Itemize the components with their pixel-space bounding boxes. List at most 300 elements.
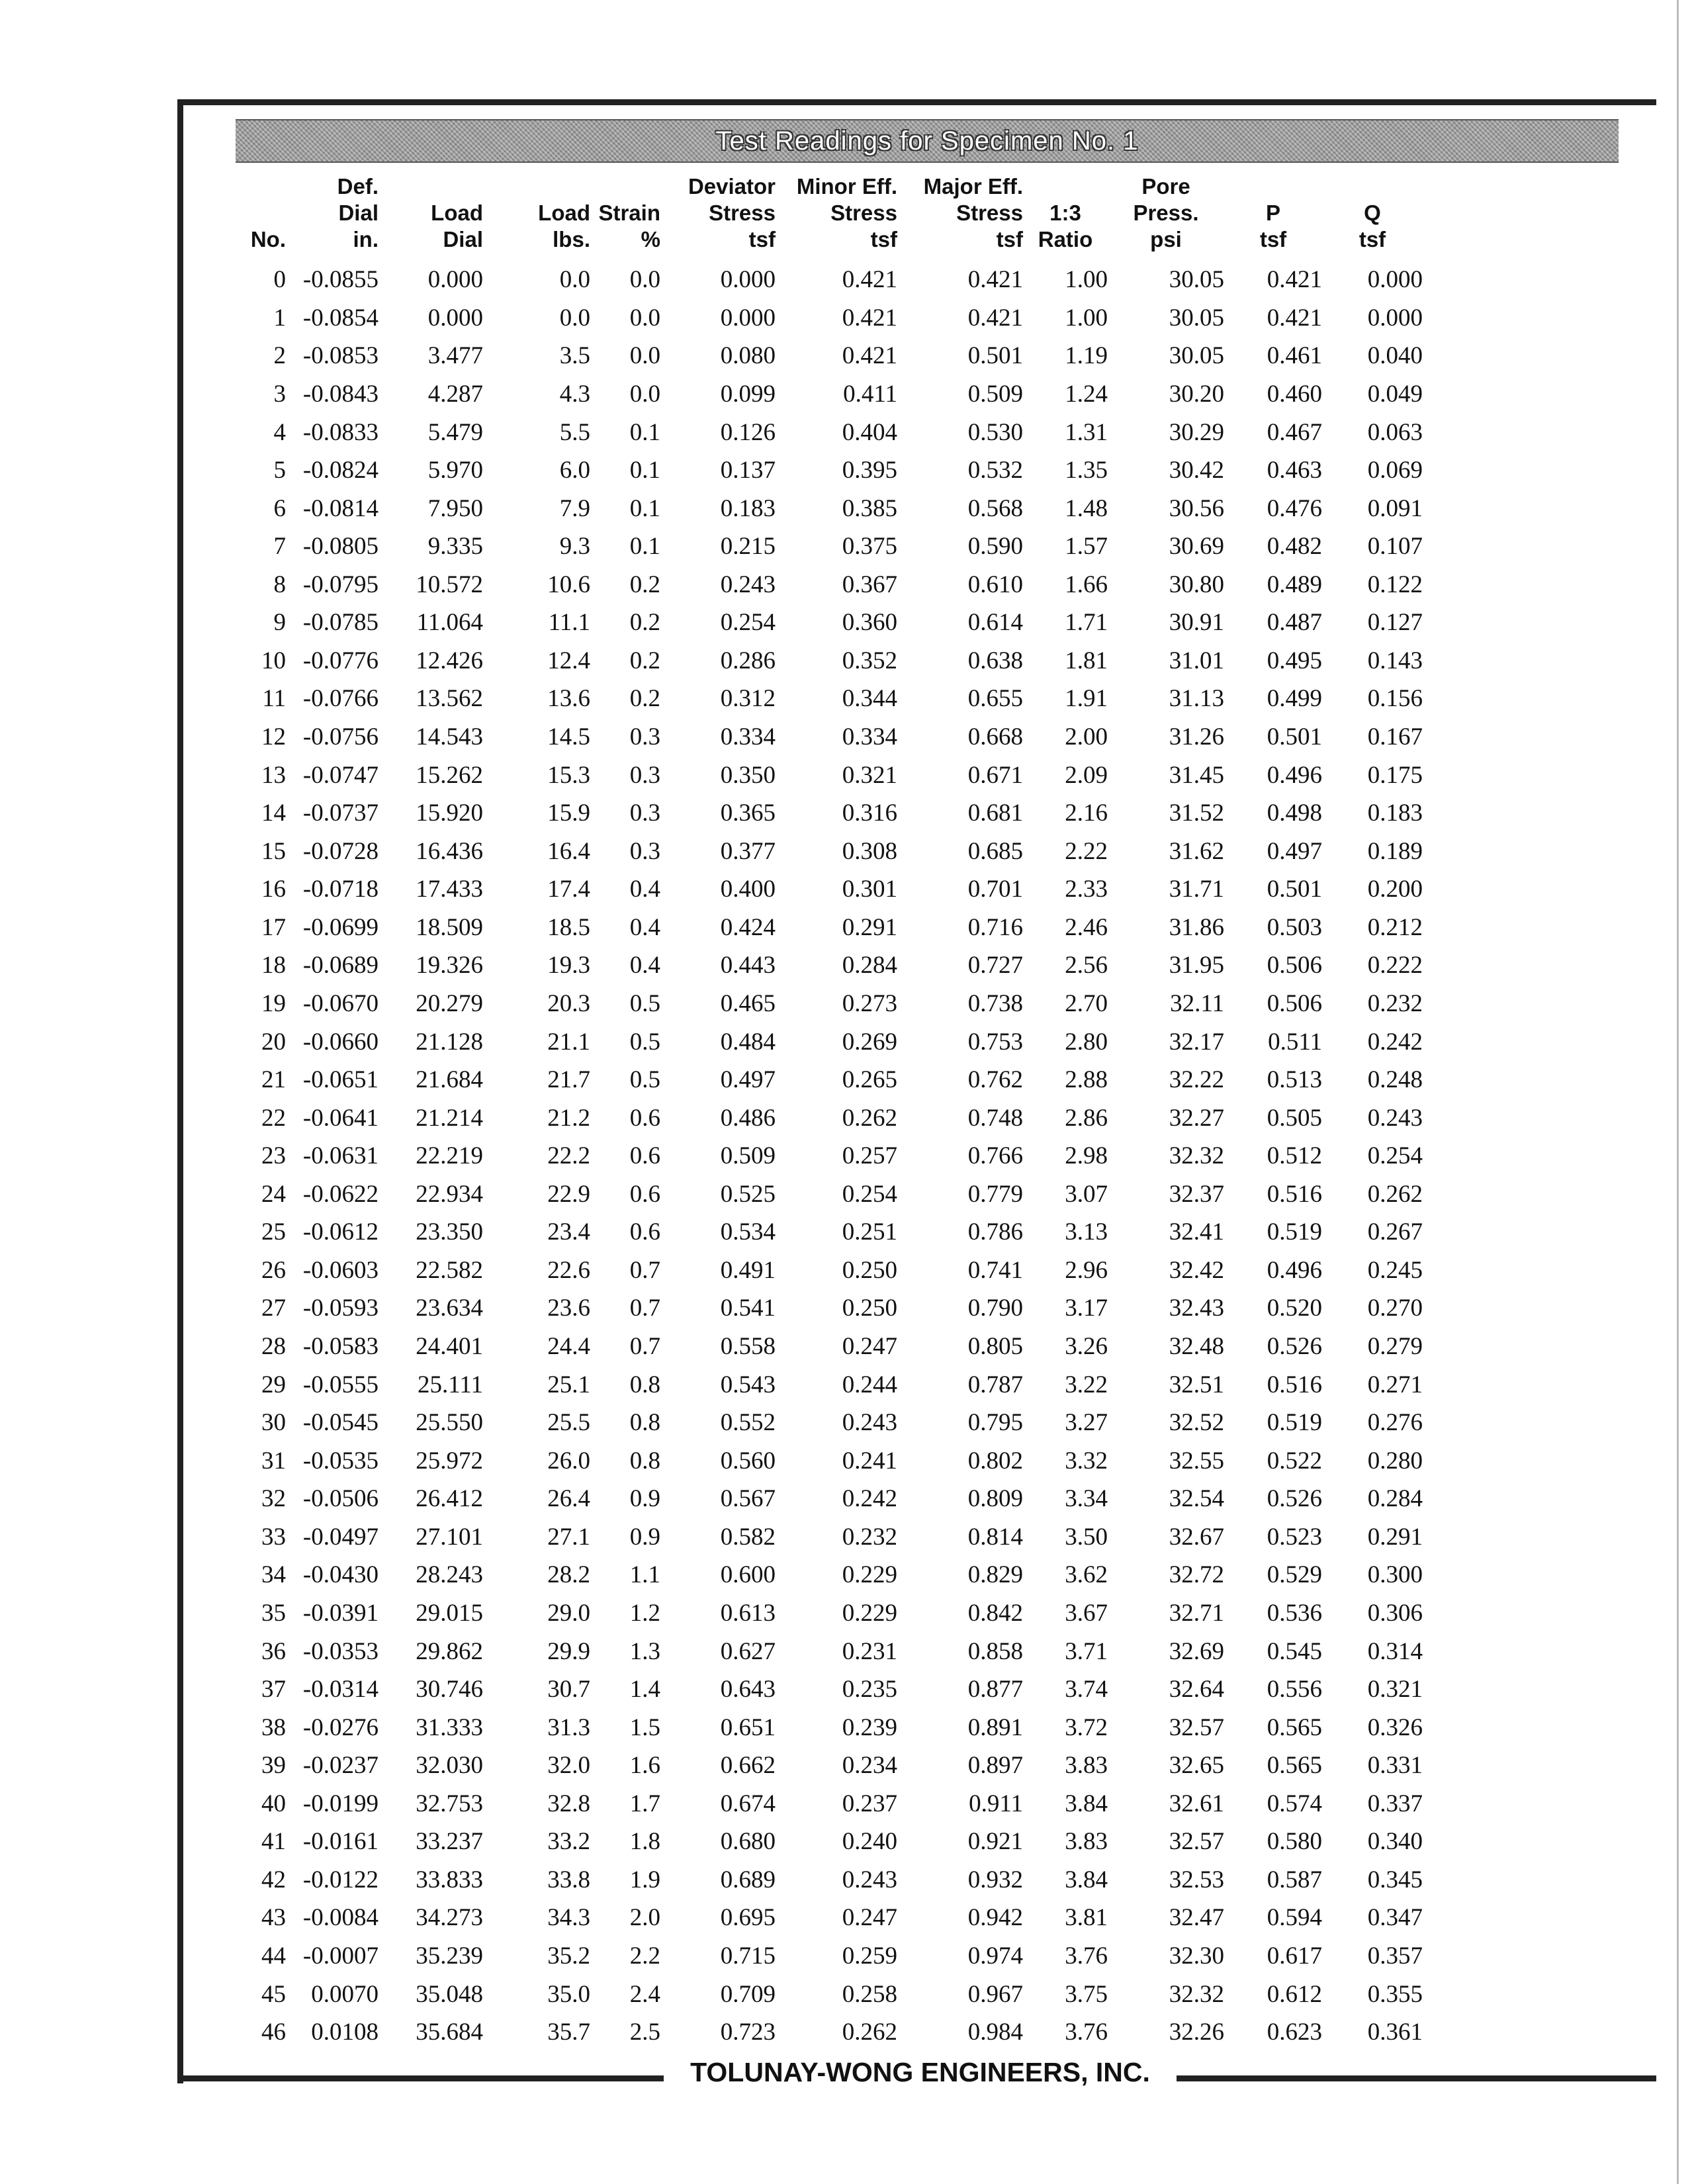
table-cell: 32.57	[1169, 1828, 1224, 1856]
table-cell: 33.833	[416, 1866, 483, 1893]
table-cell: 0.766	[967, 1142, 1023, 1170]
table-cell: 23.634	[416, 1295, 483, 1322]
table-cell: 1.48	[1065, 494, 1108, 522]
table-row	[233, 375, 1423, 414]
table-cell: 0.567	[720, 1485, 776, 1513]
table-cell: 3.83	[1065, 1752, 1108, 1780]
table-cell: 35.7	[547, 2019, 590, 2046]
column-header	[483, 172, 590, 261]
table-cell: 2.70	[1065, 989, 1108, 1017]
table-cell: 0.814	[967, 1523, 1023, 1551]
table-cell: 0.334	[842, 723, 897, 751]
table-row	[233, 1747, 1423, 1785]
column-header-line: Minor Eff.	[796, 174, 897, 199]
table-cell: 32.11	[1170, 989, 1224, 1017]
table-cell: 2.96	[1065, 1256, 1108, 1284]
table-cell: 0.122	[1367, 570, 1423, 598]
table-cell: 0.355	[1367, 1980, 1423, 2008]
table-cell: 0	[273, 266, 286, 294]
table-cell: 2.2	[629, 1942, 660, 1970]
table-cell: 0.574	[1267, 1790, 1322, 1817]
table-cell: 0.232	[1367, 989, 1423, 1017]
table-cell: 31.62	[1169, 837, 1224, 865]
table-cell: 0.0108	[311, 2019, 379, 2046]
table-cell: 0.560	[720, 1447, 776, 1475]
table-cell: 18.509	[416, 913, 483, 941]
column-header-line: lbs.	[553, 227, 590, 251]
table-cell: 0.404	[842, 418, 897, 446]
table-cell: 0.501	[967, 342, 1023, 370]
table-cell: 0.6	[629, 1218, 660, 1246]
table-cell: 0.239	[842, 1713, 897, 1741]
table-cell: 0.519	[1267, 1218, 1322, 1246]
column-header	[776, 172, 897, 261]
table-cell: 0.779	[967, 1180, 1023, 1208]
table-cell: 2.4	[629, 1980, 660, 2008]
table-cell: -0.0855	[302, 266, 379, 294]
table-cell: 9.335	[427, 533, 483, 561]
table-cell: 0.243	[1367, 1104, 1423, 1132]
column-header-line: Dial	[443, 227, 483, 251]
table-cell: 0.497	[1267, 837, 1322, 865]
table-cell: 0.306	[1367, 1599, 1423, 1627]
table-cell: 0.529	[1267, 1561, 1322, 1589]
table-cell: 22	[261, 1104, 286, 1132]
table-cell: 46	[261, 2019, 286, 2046]
table-cell: 0.753	[967, 1028, 1023, 1056]
table-cell: 39	[261, 1752, 286, 1780]
table-cell: 0.541	[720, 1295, 776, 1322]
table-row	[233, 566, 1423, 604]
page-edge-line	[1677, 0, 1679, 2184]
table-cell: 32.55	[1169, 1447, 1224, 1475]
table-row	[233, 1365, 1423, 1404]
table-cell: 16.436	[416, 837, 483, 865]
table-cell: 0.273	[842, 989, 897, 1017]
table-cell: -0.0007	[302, 1942, 379, 1970]
table-cell: 32.61	[1169, 1790, 1224, 1817]
table-row	[233, 642, 1423, 680]
table-cell: 0.489	[1267, 570, 1322, 598]
table-cell: 31.01	[1169, 647, 1224, 674]
table-cell: 32.69	[1169, 1637, 1224, 1665]
table-cell: 0.000	[720, 304, 776, 332]
table-cell: 0.400	[720, 876, 776, 903]
table-cell: -0.0161	[302, 1828, 379, 1856]
table-cell: 0.809	[967, 1485, 1023, 1513]
table-cell: 0.254	[1367, 1142, 1423, 1170]
table-cell: 32.52	[1169, 1409, 1224, 1437]
table-cell: 0.762	[967, 1066, 1023, 1094]
table-cell: 24.401	[416, 1333, 483, 1361]
table-cell: 0.534	[720, 1218, 776, 1246]
table-header-row	[233, 172, 1423, 261]
table-cell: -0.0833	[302, 418, 379, 446]
column-header-line: No.	[250, 227, 286, 251]
table-row	[233, 1975, 1423, 2013]
table-cell: 30.69	[1169, 533, 1224, 561]
table-cell: 2.5	[629, 2019, 660, 2046]
table-row	[233, 261, 1423, 299]
table-cell: 0.258	[842, 1980, 897, 2008]
table-cell: 0.805	[967, 1333, 1023, 1361]
table-cell: 2.98	[1065, 1142, 1108, 1170]
table-cell: 34.3	[547, 1904, 590, 1932]
table-cell: 32.64	[1169, 1676, 1224, 1704]
table-cell: 0.000	[720, 266, 776, 294]
table-cell: 0.486	[720, 1104, 776, 1132]
column-header	[233, 172, 286, 261]
table-cell: -0.0199	[302, 1790, 379, 1817]
table-cell: 0.1	[629, 457, 660, 484]
table-row	[233, 756, 1423, 794]
table-cell: 0.695	[720, 1904, 776, 1932]
table-cell: -0.0747	[302, 761, 379, 789]
table-cell: 13.562	[416, 685, 483, 713]
table-cell: -0.0353	[302, 1637, 379, 1665]
column-header-line: P	[1265, 201, 1280, 225]
table-row	[233, 1251, 1423, 1290]
table-cell: 32.32	[1169, 1980, 1224, 2008]
table-cell: 1.3	[629, 1637, 660, 1665]
table-cell: -0.0545	[302, 1409, 379, 1437]
table-cell: 3.50	[1065, 1523, 1108, 1551]
table-cell: 0.367	[842, 570, 897, 598]
table-cell: 0.829	[967, 1561, 1023, 1589]
table-cell: 0.526	[1267, 1485, 1322, 1513]
table-cell: 1.71	[1065, 609, 1108, 637]
table-cell: 33	[261, 1523, 286, 1551]
table-cell: 1.91	[1065, 685, 1108, 713]
table-row	[233, 1785, 1423, 1823]
table-cell: 0.8	[629, 1409, 660, 1437]
table-row	[233, 909, 1423, 947]
table-row	[233, 604, 1423, 642]
table-cell: 3.07	[1065, 1180, 1108, 1208]
table-cell: 0.512	[1267, 1142, 1322, 1170]
table-cell: 0.516	[1267, 1371, 1322, 1398]
table-cell: 21.214	[416, 1104, 483, 1132]
column-header	[1023, 172, 1108, 261]
table-cell: 0.496	[1267, 1256, 1322, 1284]
table-cell: 5	[273, 457, 286, 484]
table-cell: 0.247	[842, 1904, 897, 1932]
table-cell: 30.746	[416, 1676, 483, 1704]
table-row	[233, 1518, 1423, 1557]
table-cell: 0.243	[720, 570, 776, 598]
table-cell: 0.509	[967, 380, 1023, 408]
table-cell: 31.45	[1169, 761, 1224, 789]
table-cell: 0.795	[967, 1409, 1023, 1437]
table-cell: 0.4	[629, 913, 660, 941]
table-cell: 0.552	[720, 1409, 776, 1437]
table-cell: 2.80	[1065, 1028, 1108, 1056]
table-cell: 0.974	[967, 1942, 1023, 1970]
table-cell: 16	[261, 876, 286, 903]
table-cell: 32.8	[547, 1790, 590, 1817]
table-cell: 3.81	[1065, 1904, 1108, 1932]
table-cell: 34	[261, 1561, 286, 1589]
table-cell: 18	[261, 952, 286, 979]
table-cell: 0.467	[1267, 418, 1322, 446]
table-cell: 30.80	[1169, 570, 1224, 598]
table-cell: 0.308	[842, 837, 897, 865]
table-cell: 24	[261, 1180, 286, 1208]
table-cell: 0.638	[967, 647, 1023, 674]
table-cell: -0.0660	[302, 1028, 379, 1056]
table-cell: 0.3	[629, 799, 660, 827]
table-cell: -0.0853	[302, 342, 379, 370]
table-cell: 0.505	[1267, 1104, 1322, 1132]
table-cell: 0.167	[1367, 723, 1423, 751]
table-row	[233, 1823, 1423, 1861]
table-cell: 0.497	[720, 1066, 776, 1094]
table-cell: 0.487	[1267, 609, 1322, 637]
table-cell: 0.375	[842, 533, 897, 561]
table-cell: 0.651	[720, 1713, 776, 1741]
table-cell: -0.0814	[302, 494, 379, 522]
table-cell: 0.5	[629, 1066, 660, 1094]
table-cell: 30.20	[1169, 380, 1224, 408]
table-cell: 1.00	[1065, 266, 1108, 294]
table-cell: 0.229	[842, 1561, 897, 1589]
table-cell: 0.580	[1267, 1828, 1322, 1856]
table-cell: 34.273	[416, 1904, 483, 1932]
table-cell: 1.19	[1065, 342, 1108, 370]
table-cell: 31.13	[1169, 685, 1224, 713]
column-header	[286, 172, 379, 261]
table-cell: 0.662	[720, 1752, 776, 1780]
table-cell: 14.543	[416, 723, 483, 751]
table-cell: 0.787	[967, 1371, 1023, 1398]
table-cell: -0.0689	[302, 952, 379, 979]
table-cell: -0.0737	[302, 799, 379, 827]
table-cell: 0.000	[427, 266, 483, 294]
table-cell: 0.536	[1267, 1599, 1322, 1627]
table-cell: 0.231	[842, 1637, 897, 1665]
table-row	[233, 2013, 1423, 2052]
table-cell: 0.509	[720, 1142, 776, 1170]
table-cell: 29.862	[416, 1637, 483, 1665]
table-cell: 0.610	[967, 570, 1023, 598]
table-row	[233, 489, 1423, 527]
table-row	[233, 680, 1423, 718]
table-cell: 25.550	[416, 1409, 483, 1437]
table-cell: 35.684	[416, 2019, 483, 2046]
company-footer: TOLUNAY-WONG ENGINEERS, INC.	[690, 2057, 1150, 2087]
document-title: Test Readings for Specimen No. 1	[715, 126, 1139, 156]
table-cell: 0.627	[720, 1637, 776, 1665]
table-cell: 0.280	[1367, 1447, 1423, 1475]
table-cell: 40	[261, 1790, 286, 1817]
table-cell: 0.244	[842, 1371, 897, 1398]
table-cell: 0.259	[842, 1942, 897, 1970]
table-cell: 0.7	[629, 1295, 660, 1322]
table-cell: 22.9	[547, 1180, 590, 1208]
table-cell: 0.340	[1367, 1828, 1423, 1856]
table-cell: 3	[273, 380, 286, 408]
table-body	[233, 261, 1423, 2051]
frame-bottom-rule-right	[1177, 2075, 1656, 2081]
table-cell: 21.2	[547, 1104, 590, 1132]
table-cell: 21	[261, 1066, 286, 1094]
table-cell: 0.582	[720, 1523, 776, 1551]
table-cell: 0.623	[1267, 2019, 1322, 2046]
table-cell: 0.709	[720, 1980, 776, 2008]
table-row	[233, 1861, 1423, 1899]
table-row	[233, 1289, 1423, 1328]
table-cell: 0.498	[1267, 799, 1322, 827]
table-cell: 26	[261, 1256, 286, 1284]
table-cell: 0.344	[842, 685, 897, 713]
table-cell: 2.00	[1065, 723, 1108, 751]
table-cell: 0.334	[720, 723, 776, 751]
table-cell: 0.421	[967, 266, 1023, 294]
table-cell: 11.064	[416, 609, 483, 637]
table-cell: 0.600	[720, 1561, 776, 1589]
table-cell: -0.0776	[302, 647, 379, 674]
table-cell: 32	[261, 1485, 286, 1513]
table-cell: 3.75	[1065, 1980, 1108, 2008]
table-cell: 0.291	[1367, 1523, 1423, 1551]
table-cell: 32.65	[1169, 1752, 1224, 1780]
table-cell: -0.0766	[302, 685, 379, 713]
table-cell: 0.321	[842, 761, 897, 789]
table-cell: 0.701	[967, 876, 1023, 903]
table-row	[233, 1632, 1423, 1670]
table-cell: 0.357	[1367, 1942, 1423, 1970]
table-cell: 0.738	[967, 989, 1023, 1017]
table-cell: 24.4	[547, 1333, 590, 1361]
table-cell: 0.613	[720, 1599, 776, 1627]
table-cell: 29	[261, 1371, 286, 1398]
table-cell: 0.301	[842, 876, 897, 903]
table-cell: 1.31	[1065, 418, 1108, 446]
table-cell: 0.421	[967, 304, 1023, 332]
table-cell: 0.099	[720, 380, 776, 408]
table-cell: 0.212	[1367, 913, 1423, 941]
table-cell: 0.8	[629, 1371, 660, 1398]
table-cell: 3.13	[1065, 1218, 1108, 1246]
table-cell: 1	[273, 304, 286, 332]
table-cell: 0.614	[967, 609, 1023, 637]
table-cell: -0.0535	[302, 1447, 379, 1475]
table-cell: 32.41	[1169, 1218, 1224, 1246]
table-cell: 0.284	[842, 952, 897, 979]
table-cell: 0.175	[1367, 761, 1423, 789]
table-row	[233, 1670, 1423, 1709]
table-cell: 0.9	[629, 1485, 660, 1513]
table-cell: 7	[273, 533, 286, 561]
table-cell: 21.684	[416, 1066, 483, 1094]
table-cell: 0.254	[842, 1180, 897, 1208]
table-cell: 0.183	[1367, 799, 1423, 827]
table-cell: 0.655	[967, 685, 1023, 713]
table-cell: 1.6	[629, 1752, 660, 1780]
table-cell: 0.932	[967, 1866, 1023, 1893]
table-cell: 0.4	[629, 952, 660, 979]
table-cell: 0.7	[629, 1333, 660, 1361]
table-cell: 0.189	[1367, 837, 1423, 865]
column-header	[1108, 172, 1224, 261]
table-row	[233, 870, 1423, 909]
table-cell: 0.2	[629, 609, 660, 637]
table-cell: 0.525	[720, 1180, 776, 1208]
table-cell: 30.7	[547, 1676, 590, 1704]
table-cell: 11.1	[548, 609, 590, 637]
table-cell: -0.0843	[302, 380, 379, 408]
table-cell: 3.34	[1065, 1485, 1108, 1513]
table-cell: 1.24	[1065, 380, 1108, 408]
table-cell: 0.235	[842, 1676, 897, 1704]
table-cell: 0.000	[427, 304, 483, 332]
table-cell: 0.491	[720, 1256, 776, 1284]
table-row	[233, 718, 1423, 756]
table-row	[233, 1328, 1423, 1366]
table-cell: 1.5	[629, 1713, 660, 1741]
table-cell: 4.3	[559, 380, 590, 408]
column-header-line: Stress	[956, 201, 1023, 225]
table-cell: 0.269	[842, 1028, 897, 1056]
table-cell: 21.7	[547, 1066, 590, 1094]
table-cell: 0.347	[1367, 1904, 1423, 1932]
table-cell: 0.069	[1367, 457, 1423, 484]
table-cell: 0.443	[720, 952, 776, 979]
table-cell: -0.0641	[302, 1104, 379, 1132]
table-cell: 17.433	[416, 876, 483, 903]
table-cell: 3.22	[1065, 1371, 1108, 1398]
column-header-line: Strain	[598, 201, 660, 225]
table-cell: 0.265	[842, 1066, 897, 1094]
table-cell: 0.891	[967, 1713, 1023, 1741]
table-cell: 0.526	[1267, 1333, 1322, 1361]
table-cell: 3.5	[559, 342, 590, 370]
table-cell: 0.0	[629, 342, 660, 370]
table-cell: 0.523	[1267, 1523, 1322, 1551]
table-cell: 0.248	[1367, 1066, 1423, 1094]
table-cell: 19.326	[416, 952, 483, 979]
table-cell: 0.291	[842, 913, 897, 941]
table-cell: 0.000	[1367, 266, 1423, 294]
table-cell: 1.81	[1065, 647, 1108, 674]
table-cell: 5.479	[427, 418, 483, 446]
table-cell: 28	[261, 1333, 286, 1361]
table-cell: 0.790	[967, 1295, 1023, 1322]
table-cell: 9	[273, 609, 286, 637]
table-cell: 0.276	[1367, 1409, 1423, 1437]
table-cell: 3.62	[1065, 1561, 1108, 1589]
table-cell: -0.0699	[302, 913, 379, 941]
table-cell: 13.6	[547, 685, 590, 713]
table-cell: 0.3	[629, 761, 660, 789]
table-cell: 22.2	[547, 1142, 590, 1170]
column-header-line: Load	[538, 201, 590, 225]
table-cell: 32.67	[1169, 1523, 1224, 1551]
table-cell: -0.0612	[302, 1218, 379, 1246]
table-cell: 0.511	[1268, 1028, 1322, 1056]
table-cell: 32.72	[1169, 1561, 1224, 1589]
table-cell: -0.0555	[302, 1371, 379, 1398]
table-cell: 15.3	[547, 761, 590, 789]
table-cell: -0.0728	[302, 837, 379, 865]
table-cell: 3.76	[1065, 1942, 1108, 1970]
table-cell: 45	[261, 1980, 286, 2008]
column-header-line: Press.	[1133, 201, 1199, 225]
table-cell: 31.52	[1169, 799, 1224, 827]
table-cell: 0.727	[967, 952, 1023, 979]
table-cell: 28.243	[416, 1561, 483, 1589]
table-cell: 0.897	[967, 1752, 1023, 1780]
